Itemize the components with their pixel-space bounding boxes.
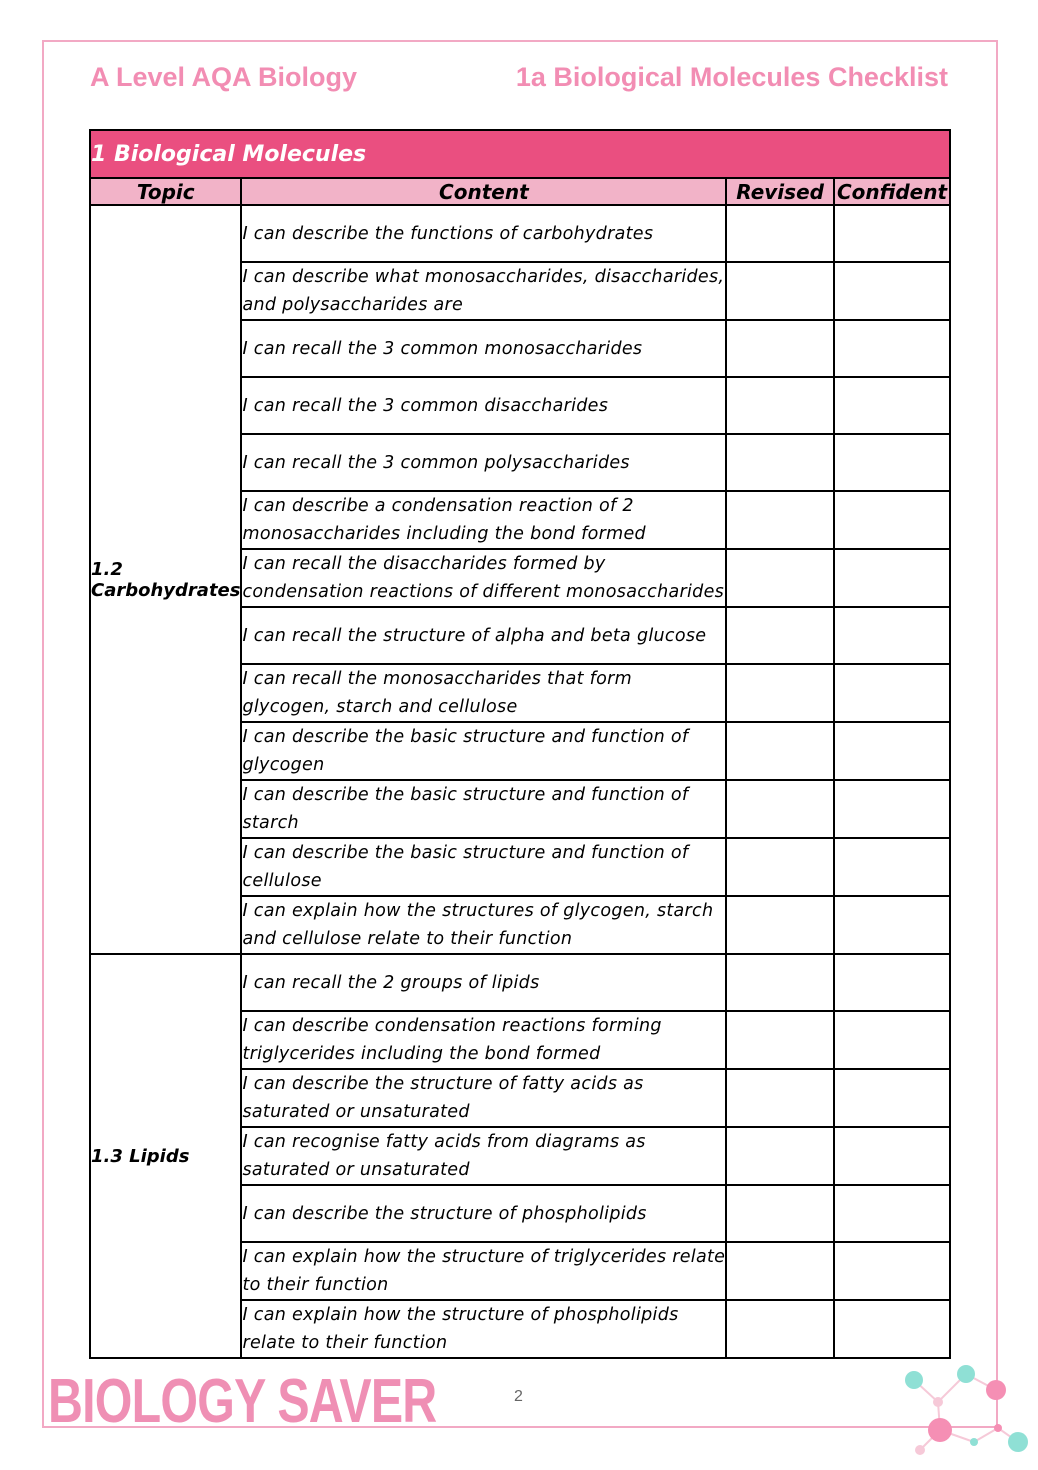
table-row: [90, 954, 950, 1011]
content-cell: I can explain how the structure of triglycerides relate to their function: [241, 1242, 726, 1300]
content-cell: I can recall the 3 common monosaccharides: [241, 320, 726, 377]
header-checklist-title: 1a Biological Molecules Checklist: [515, 62, 948, 92]
confident-checkbox-cell[interactable]: [834, 434, 950, 491]
confident-checkbox-cell[interactable]: [834, 1185, 950, 1242]
content-cell: I can recall the monosaccharides that form glycogen, starch and cellulose: [241, 664, 726, 722]
table-row: [90, 205, 950, 262]
content-cell: I can describe what monosaccharides, disaccharides, and polysaccharides are: [241, 262, 726, 320]
revised-checkbox-cell[interactable]: [726, 205, 834, 262]
revised-checkbox-cell[interactable]: [726, 434, 834, 491]
revised-checkbox-cell[interactable]: [726, 607, 834, 664]
confident-checkbox-cell[interactable]: [834, 1242, 950, 1300]
topic-cell: 1.2 Carbohydrates: [90, 205, 241, 954]
column-header-confident: Confident: [834, 178, 950, 205]
table-header-row: [90, 178, 950, 205]
page-number: 2: [514, 1388, 523, 1405]
revised-checkbox-cell[interactable]: [726, 722, 834, 780]
biology-saver-logo: BIOLOGY SAVER: [48, 1367, 437, 1436]
confident-checkbox-cell[interactable]: [834, 491, 950, 549]
content-cell: I can describe condensation reactions forming triglycerides including the bond formed: [241, 1011, 726, 1069]
checklist-table: [89, 129, 951, 1359]
content-cell: I can recall the structure of alpha and beta glucose: [241, 607, 726, 664]
column-header-content: Content: [241, 178, 726, 205]
content-cell: I can recall the 3 common disaccharides: [241, 377, 726, 434]
confident-checkbox-cell[interactable]: [834, 838, 950, 896]
confident-checkbox-cell[interactable]: [834, 722, 950, 780]
revised-checkbox-cell[interactable]: [726, 1127, 834, 1185]
content-cell: I can recognise fatty acids from diagrams as saturated or unsaturated: [241, 1127, 726, 1185]
revised-checkbox-cell[interactable]: [726, 549, 834, 607]
content-cell: I can explain how the structures of glycogen, starch and cellulose relate to their function: [241, 896, 726, 954]
revised-checkbox-cell[interactable]: [726, 896, 834, 954]
revised-checkbox-cell[interactable]: [726, 1069, 834, 1127]
content-cell: I can recall the 3 common polysaccharides: [241, 434, 726, 491]
confident-checkbox-cell[interactable]: [834, 262, 950, 320]
confident-checkbox-cell[interactable]: [834, 1127, 950, 1185]
revised-checkbox-cell[interactable]: [726, 838, 834, 896]
column-header-topic: Topic: [90, 178, 241, 205]
confident-checkbox-cell[interactable]: [834, 377, 950, 434]
content-cell: I can describe the functions of carbohydrates: [241, 205, 726, 262]
revised-checkbox-cell[interactable]: [726, 491, 834, 549]
header-course-title: A Level AQA Biology: [90, 62, 358, 92]
table-title: 1 Biological Molecules: [90, 130, 950, 178]
content-cell: I can describe the structure of fatty acids as saturated or unsaturated: [241, 1069, 726, 1127]
table-title-row: [90, 130, 950, 178]
confident-checkbox-cell[interactable]: [834, 607, 950, 664]
confident-checkbox-cell[interactable]: [834, 664, 950, 722]
revised-checkbox-cell[interactable]: [726, 1011, 834, 1069]
content-cell: I can describe a condensation reaction of 2 monosaccharides including the bond formed: [241, 491, 726, 549]
content-cell: I can describe the structure of phospholipids: [241, 1185, 726, 1242]
content-cell: I can recall the disaccharides formed by condensation reactions of different monosaccharides: [241, 549, 726, 607]
topic-cell: 1.3 Lipids: [90, 954, 241, 1358]
content-cell: I can describe the basic structure and function of cellulose: [241, 838, 726, 896]
confident-checkbox-cell[interactable]: [834, 780, 950, 838]
confident-checkbox-cell[interactable]: [834, 954, 950, 1011]
column-header-revised: Revised: [726, 178, 834, 205]
revised-checkbox-cell[interactable]: [726, 780, 834, 838]
content-cell: I can describe the basic structure and function of glycogen: [241, 722, 726, 780]
content-cell: I can describe the basic structure and function of starch: [241, 780, 726, 838]
confident-checkbox-cell[interactable]: [834, 205, 950, 262]
revised-checkbox-cell[interactable]: [726, 1300, 834, 1358]
confident-checkbox-cell[interactable]: [834, 1069, 950, 1127]
content-cell: I can explain how the structure of phospholipids relate to their function: [241, 1300, 726, 1358]
confident-checkbox-cell[interactable]: [834, 896, 950, 954]
confident-checkbox-cell[interactable]: [834, 1300, 950, 1358]
confident-checkbox-cell[interactable]: [834, 1011, 950, 1069]
molecule-decoration-icon: [898, 1362, 1034, 1462]
revised-checkbox-cell[interactable]: [726, 377, 834, 434]
revised-checkbox-cell[interactable]: [726, 1185, 834, 1242]
content-cell: I can recall the 2 groups of lipids: [241, 954, 726, 1011]
revised-checkbox-cell[interactable]: [726, 262, 834, 320]
revised-checkbox-cell[interactable]: [726, 1242, 834, 1300]
revised-checkbox-cell[interactable]: [726, 954, 834, 1011]
revised-checkbox-cell[interactable]: [726, 320, 834, 377]
confident-checkbox-cell[interactable]: [834, 320, 950, 377]
revised-checkbox-cell[interactable]: [726, 664, 834, 722]
confident-checkbox-cell[interactable]: [834, 549, 950, 607]
